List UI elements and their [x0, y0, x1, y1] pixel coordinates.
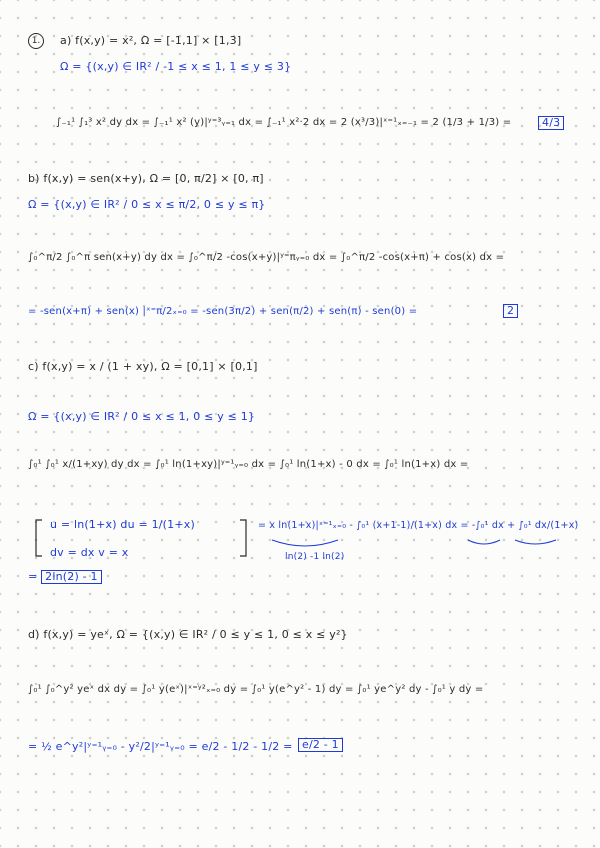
line-b-integral-1: ∫₀^π/2 ∫₀^π sen(x+y) dy dx = ∫₀^π/2 -cos(x+y)|ʸ⁼πᵧ₌₀ dx = ∫₀^π/2 -cos(x+π) + cos(x) dx =: [28, 252, 505, 263]
line-b-region: Ω = {(x,y) ∈ IR² / 0 ≤ x ≤ π/2, 0 ≤ y ≤ π}: [28, 198, 266, 211]
line-a-region: Ω = {(x,y) ∈ IR² / -1 ≤ x ≤ 1, 1 ≤ y ≤ 3}: [60, 60, 292, 73]
line-c-parts-v: dv = dx v = x: [50, 546, 129, 559]
answer-b: 2: [503, 304, 518, 318]
right-bracket: [240, 520, 246, 556]
line-c-parts-result: = x ln(1+x)|ˣ⁼¹ₓ₌₀ - ∫₀¹ (x+1-1)/(1+x) dx = -∫₀¹ dx + ∫₀¹ dx/(1+x): [258, 520, 579, 531]
underbrace-ln2-second: [515, 540, 556, 544]
line-a-integral: ∫₋₁¹ ∫₁³ x² dy dx = ∫₋₁¹ x² (y)|ʸ⁼³ᵧ₌₁ dx = ∫₋₁¹ x²·2 dx = 2 (x³/3)|ˣ⁼¹ₓ₌₋₁ = 2 (1/3 + 1/3) =: [56, 117, 512, 128]
line-c-region: Ω = {(x,y) ∈ IR² / 0 ≤ x ≤ 1, 0 ≤ y ≤ 1}: [28, 410, 256, 423]
answer-d: e/2 - 1: [298, 738, 343, 752]
line-c-parts-u: u = ln(1+x) du = 1/(1+x): [50, 518, 195, 531]
line-d-title: d) f(x,y) = yeˣ, Ω = {(x,y) ∈ IR² / 0 ≤ y ≤ 1, 0 ≤ x ≤ y²}: [28, 628, 348, 641]
line-d-integral-1: ∫₀¹ ∫₀^y² yeˣ dx dy = ∫₀¹ y(eˣ)|ˣ⁼ʸ²ₓ₌₀ dy = ∫₀¹ y(e^y² - 1) dy = ∫₀¹ ye^y² dy - ∫₀¹ y dy =: [28, 684, 484, 695]
exercise-number: 1.: [28, 33, 44, 49]
line-c-title: c) f(x,y) = x / (1 + xy), Ω = [0,1] × [0,1]: [28, 360, 258, 373]
left-bracket: [36, 520, 42, 556]
answer-c-row: = 2ln(2) - 1: [28, 570, 102, 584]
line-b-title: b) f(x,y) = sen(x+y), Ω = [0, π/2] × [0, π]: [28, 172, 264, 185]
underbrace-ln2: [272, 540, 338, 546]
line-c-integral-1: ∫₀¹ ∫₀¹ x/(1+xy) dy dx = ∫₀¹ ln(1+xy)|ʸ⁼¹ᵧ₌₀ dx = ∫₀¹ ln(1+x) - 0 dx = ∫₀¹ ln(1+x) dx =: [28, 459, 469, 470]
line-a-title: a) f(x,y) = x², Ω = [-1,1] × [1,3]: [60, 34, 242, 47]
line-c-parts-under: ln(2) -1 ln(2): [285, 552, 345, 562]
line-d-integral-2: = ½ e^y²|ʸ⁼¹ᵧ₌₀ - y²/2|ʸ⁼¹ᵧ₌₀ = e/2 - 1/2 - 1/2 =: [28, 740, 293, 753]
answer-a: 4/3: [538, 116, 564, 130]
line-b-integral-2: = -sen(x+π) + sen(x) |ˣ⁼π/2ₓ₌₀ = -sen(3π/2) + sen(π/2) + sen(π) - sen(0) =: [28, 306, 418, 317]
answer-c: 2ln(2) - 1: [41, 570, 102, 584]
underbrace-minus-one: [468, 540, 500, 544]
